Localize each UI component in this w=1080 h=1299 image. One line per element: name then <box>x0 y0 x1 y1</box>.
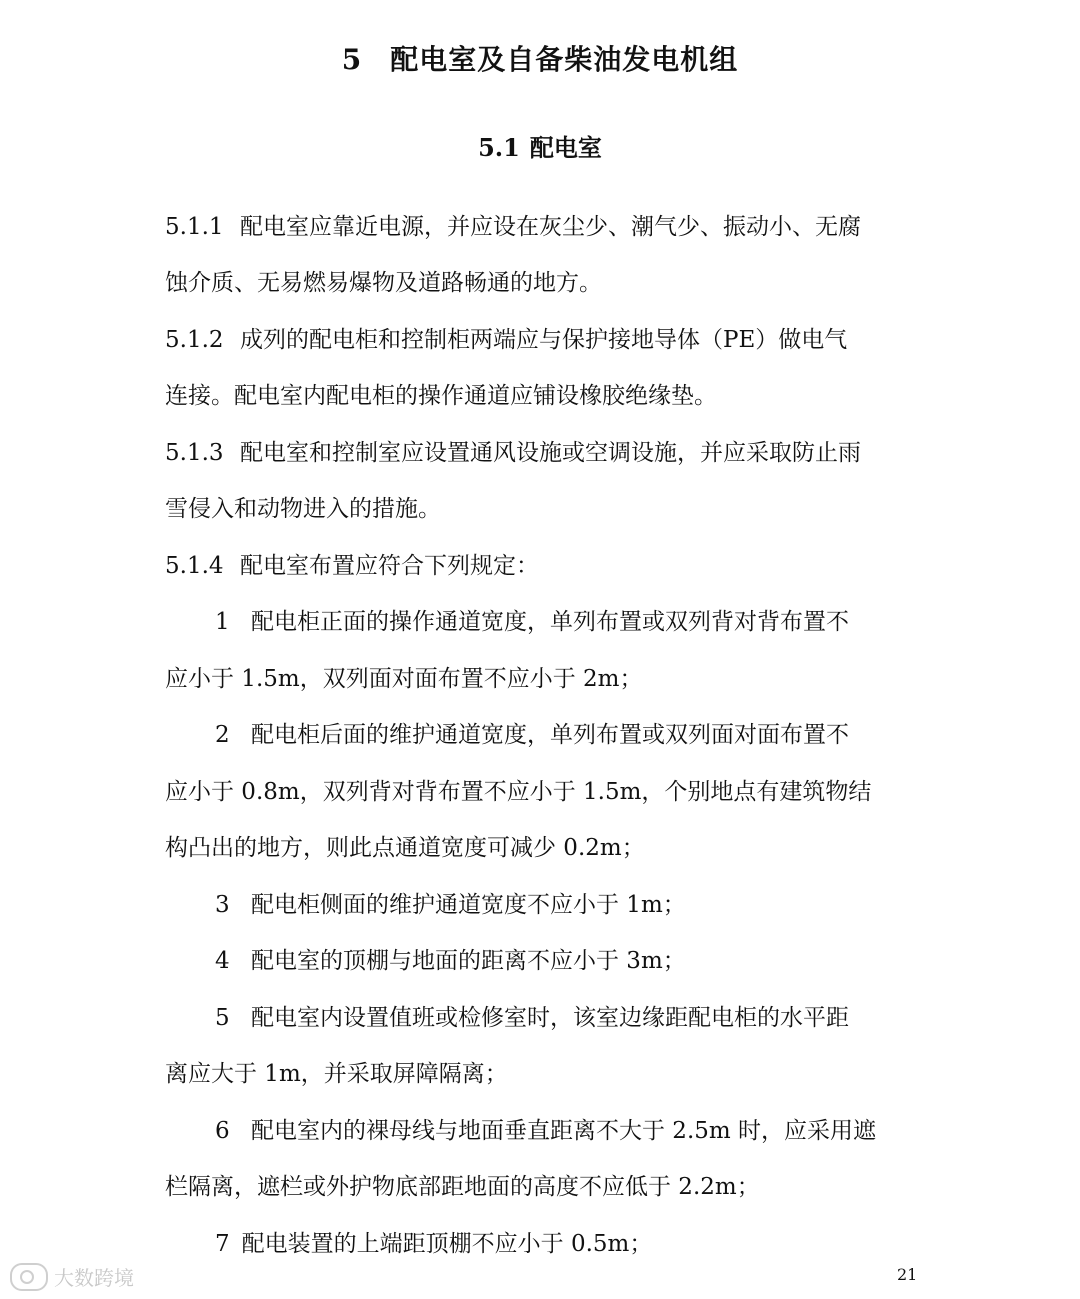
clause-text: 成列的配电柜和控制柜两端应与保护接地导体（PE）做电气 <box>240 327 848 353</box>
item-text: 配电室的顶棚与地面的距离不应小于 3m； <box>251 948 686 974</box>
clause-number: 5.1.2 <box>165 327 224 353</box>
clause-5-1-4-line-1 <box>165 550 925 582</box>
clause-5-1-1-line-1 <box>165 211 925 243</box>
item-4-line-1 <box>165 945 975 977</box>
item-2-line-1 <box>165 719 975 751</box>
item-text: 配电柜后面的维护通道宽度，单列布置或双列面对面布置不 <box>251 722 849 748</box>
clause-number: 5.1.4 <box>165 553 224 579</box>
item-3-line-1 <box>165 889 975 921</box>
watermark-text: 大数跨境 <box>54 1266 134 1290</box>
clause-text: 配电室和控制室应设置通风设施或空调设施，并应采取防止雨 <box>240 440 861 466</box>
item-number: 3 <box>215 892 230 918</box>
chapter-title <box>0 38 1080 78</box>
item-7-line-1 <box>165 1228 975 1260</box>
watermark-logo-icon <box>10 1263 48 1291</box>
item-number: 4 <box>215 948 230 974</box>
item-text: 配电室内的裸母线与地面垂直距离不大于 2.5m 时，应采用遮 <box>251 1118 877 1144</box>
item-number: 1 <box>215 609 230 635</box>
clause-5-1-1-line-2: 蚀介质、无易燃易爆物及道路畅通的地方。 <box>165 270 602 296</box>
item-number: 2 <box>215 722 230 748</box>
clause-number: 5.1.1 <box>165 214 224 240</box>
clause-5-1-3-line-1 <box>165 437 925 469</box>
item-5-line-2: 离应大于 1m，并采取屏障隔离； <box>165 1061 508 1087</box>
item-1-line-2: 应小于 1.5m，双列面对面布置不应小于 2m； <box>165 666 643 692</box>
chapter-title-text: 配电室及自备柴油发电机组 <box>390 43 739 76</box>
clause-number: 5.1.3 <box>165 440 224 466</box>
item-2-line-3: 构凸出的地方，则此点通道宽度可减少 0.2m； <box>165 835 645 861</box>
section-title <box>0 128 1080 163</box>
item-6-line-1 <box>165 1115 975 1147</box>
clause-5-1-3-line-2: 雪侵入和动物进入的措施。 <box>165 496 441 522</box>
section-title-text: 配电室 <box>529 133 602 162</box>
chapter-number: 5 <box>341 43 363 76</box>
section-number: 5.1 <box>478 133 520 162</box>
item-6-line-2: 栏隔离，遮栏或外护物底部距地面的高度不应低于 2.2m； <box>165 1174 760 1200</box>
item-2-line-2: 应小于 0.8m，双列背对背布置不应小于 1.5m，个别地点有建筑物结 <box>165 779 872 805</box>
item-number: 6 <box>215 1118 230 1144</box>
clause-text: 配电室布置应符合下列规定： <box>240 553 539 579</box>
watermark <box>10 1262 134 1291</box>
item-text: 配电室内设置值班或检修室时，该室边缘距配电柜的水平距 <box>251 1005 849 1031</box>
item-5-line-1 <box>165 1002 975 1034</box>
clause-text: 配电室应靠近电源，并应设在灰尘少、潮气少、振动小、无腐 <box>240 214 861 240</box>
item-number: 5 <box>215 1005 230 1031</box>
clause-5-1-2-line-1 <box>165 324 925 356</box>
item-text: 配电柜正面的操作通道宽度，单列布置或双列背对背布置不 <box>251 609 849 635</box>
item-text: 配电柜侧面的维护通道宽度不应小于 1m； <box>251 892 686 918</box>
item-1-line-1 <box>165 606 975 638</box>
page-number: 21 <box>897 1265 918 1284</box>
item-number: 7 <box>215 1231 230 1257</box>
item-text: 配电装置的上端距顶棚不应小于 0.5m； <box>241 1231 653 1257</box>
clause-5-1-2-line-2: 连接。配电室内配电柜的操作通道应铺设橡胶绝缘垫。 <box>165 383 717 409</box>
